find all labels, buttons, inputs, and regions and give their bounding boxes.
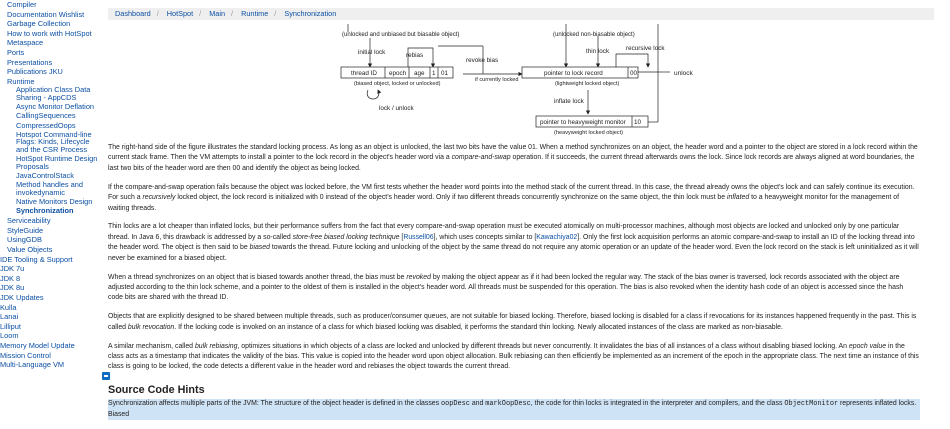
field-bits-01: 01	[441, 70, 449, 77]
breadcrumb-runtime[interactable]: Runtime	[241, 9, 269, 18]
sidebar-item-usinggdb[interactable]: UsingGDB	[7, 235, 42, 245]
heading-anchor-icon[interactable]	[102, 372, 110, 380]
field-bits-10: 10	[634, 119, 642, 126]
link-russell06[interactable]: Russell06	[403, 233, 434, 241]
sidebar-item-mission-control[interactable]: Mission Control	[0, 350, 51, 360]
diagram-caption-unlocked-nonbiasable: (unlocked non-biasable object)	[553, 32, 635, 38]
sidebar-item-hotspot-command-line-flags-kinds-lifecycle-and-the-csr-process[interactable]: Hotspot Command-line Flags: Kinds, Lifecycle and the CSR Process	[16, 129, 92, 154]
breadcrumb-dashboard[interactable]: Dashboard	[115, 9, 151, 18]
field-bit-1: 1	[432, 70, 436, 77]
sidebar-item-styleguide[interactable]: StyleGuide	[7, 225, 44, 235]
breadcrumb-hotspot[interactable]: HotSpot	[166, 9, 194, 18]
sidebar-item-memory-model-update[interactable]: Memory Model Update	[0, 340, 75, 350]
locking-state-diagram	[108, 24, 934, 142]
field-thread-id: thread ID	[351, 70, 377, 77]
breadcrumb-separator: /	[274, 9, 277, 18]
sidebar-item-compiler[interactable]: Compiler	[7, 0, 37, 9]
sidebar-item-javacontrolstack[interactable]: JavaControlStack	[16, 170, 74, 180]
sidebar-item-multi-language-vm[interactable]: Multi-Language VM	[0, 360, 65, 370]
paragraph-source-hints: Synchronization affects multiple parts of the JVM: The structure of the object header is defined in the classes oopDesc and markOopDesc, the code for thin locks is integrated in the interpreter and compilers, and the class ObjectMonitor represents inflated locks. Biased	[108, 399, 920, 420]
sidebar-item-method-handles-and-invokedynamic[interactable]: Method handles and invokedynamic	[16, 180, 83, 197]
sidebar-item-application-class-data-sharing-appcds[interactable]: Application Class Data Sharing - AppCDS	[16, 85, 91, 102]
recursive-lock-arrow	[616, 54, 648, 67]
sidebar-item-value-objects[interactable]: Value Objects	[7, 244, 53, 254]
diagram-label-unlock: unlock	[674, 70, 693, 77]
sidebar-navigation	[0, 0, 98, 400]
sidebar-item-publications-jku[interactable]: Publications JKU	[7, 67, 63, 77]
sidebar-item-kulla[interactable]: Kulla	[0, 302, 17, 312]
sidebar-item-ports[interactable]: Ports	[7, 47, 25, 57]
sidebar-item-lanai[interactable]: Lanai	[0, 312, 19, 322]
sidebar-item-runtime[interactable]: Runtime	[7, 76, 35, 86]
breadcrumb-separator: /	[199, 9, 202, 18]
field-epoch: epoch	[389, 70, 407, 77]
sidebar-item-native-monitors-design[interactable]: Native Monitors Design	[16, 196, 93, 206]
sidebar-item-jdk-7u[interactable]: JDK 7u	[0, 264, 25, 274]
sidebar-item-hotspot-runtime-design-proposals[interactable]: HotSpot Runtime Design Proposals	[16, 154, 98, 171]
sidebar-item-jdk-updates[interactable]: JDK Updates	[0, 292, 44, 302]
paragraph-bulk-rebiasing: A similar mechanism, called bulk rebiasing, optimizes situations in which objects of a class are locked and unlocked by different threads but never concurrently. It invalidates the bias of all instances of a class without disabling biased locking. An epoch value in the class acts as a timestamp that indicates the validity of the bias. This value is copied into the header word upon object allocation. Bulk rebiasing can then efficiently be implemented as an increment of the epoch in the appropriate class. The next time an instance of this class is going to be locked, the code detects a different value in the header word and rebiases the object towards the current thread.	[108, 342, 919, 371]
sidebar-item-async-monitor-deflation[interactable]: Async Monitor Deflation	[16, 102, 95, 112]
diagram-label-recursive-lock: recursive lock	[626, 45, 665, 52]
diagram-label-thin-lock: thin lock	[586, 48, 610, 55]
paragraph-bias-revocation: When a thread synchronizes on an object that is biased towards another thread, the bias must be revoked by making the object appear as if it had been locked the regular way. The stack of the bias owner is traversed, lock records associated with the object are adjusted according to the thin lock scheme, and a pointer to the oldest of them is installed in the object's header word. All threads must be suspended for this operation. The bias is also revoked when the identity hash code of an object is accessed since the hash code bits are shared with the thread ID.	[108, 273, 904, 302]
field-pointer-lock-record: pointer to lock record	[544, 70, 603, 77]
sidebar-item-documentation-wishlist[interactable]: Documentation Wishlist	[7, 9, 85, 19]
diagram-label-rebias: rebias	[406, 52, 424, 59]
lock-unlock-arrow	[367, 90, 379, 99]
paragraph-biased-locking: Thin locks are a lot cheaper than inflated locks, but their performance suffers from the fact that every compare-and-swap operation must be executed atomically on multi-processor machines, although most objects are locked and unlocked only by one particular thread. In Java 6, this drawback is addressed by a so-called store-free biased locking technique [Russell06], which uses concepts similar to [Kawachiya02]. Only the first lock acquisition performs an atomic compare-and-swap to install an ID of the locking thread into the header word. The object is then said to be biased towards the thread. Future locking and unlocking of the object by the same thread do not require any atomic operation or an update of the header word. Even the lock record on the stack is left uninitialized as it will never be examined for a biased object.	[108, 223, 919, 262]
sidebar-item-serviceability[interactable]: Serviceability	[7, 216, 51, 226]
section-heading-source-code-hints: Source Code Hints	[108, 385, 920, 395]
paragraph-recursive-lock: If the compare-and-swap operation fails because the object was locked before, the VM first tests whether the header word points into the method stack of the current thread. In this case, the thread already owns the object's lock and can safely continue its execution. For such a recursively locked object, the lock record is initialized with 0 instead of the object's header word. Only if two different threads concurrently synchronize on the same object, the thin lock must be inflated to a heavyweight monitor for the management of waiting threads.	[108, 183, 915, 212]
sidebar-item-garbage-collection[interactable]: Garbage Collection	[7, 19, 71, 29]
breadcrumb-separator: /	[156, 9, 159, 18]
sidebar-item-ide-tooling-support[interactable]: IDE Tooling & Support	[0, 254, 73, 264]
breadcrumb-separator: /	[231, 9, 234, 18]
paragraph-bulk-revocation: Objects that are explicitly designed to be shared between multiple threads, such as producer/consumer queues, are not suitable for biased locking. Therefore, biased locking is disabled for a class if revocations for its instances happened frequently in the past. This is called bulk revocation. If the locking code is invoked on an instance of a class for which biased locking was disabled, it performs the standard thin locking. Newly allocated instances of the class are marked as non-biasable.	[108, 313, 917, 331]
sidebar-item-synchronization[interactable]: Synchronization	[16, 206, 74, 215]
diagram-caption-heavyweight: (heavyweight locked object)	[554, 130, 624, 136]
diagram-label-inflate-lock: inflate lock	[554, 98, 584, 105]
breadcrumb-main[interactable]: Main	[209, 9, 226, 18]
diagram-label-revoke-bias: revoke bias	[466, 57, 499, 64]
breadcrumb	[108, 8, 934, 20]
breadcrumb-synchronization[interactable]: Synchronization	[284, 9, 337, 18]
sidebar-item-callingsequences[interactable]: CallingSequences	[16, 111, 76, 121]
link-kawachiya02[interactable]: Kawachiya02	[536, 233, 578, 241]
sidebar-item-loom[interactable]: Loom	[0, 331, 19, 341]
field-pointer-monitor: pointer to heavyweight monitor	[540, 119, 626, 126]
sidebar-item-lilliput[interactable]: Lilliput	[0, 321, 21, 331]
sidebar-item-metaspace[interactable]: Metaspace	[7, 38, 44, 48]
sidebar-item-presentations[interactable]: Presentations	[7, 57, 53, 67]
sidebar-item-jdk-8[interactable]: JDK 8	[0, 273, 21, 283]
sidebar-item-jdk-8u[interactable]: JDK 8u	[0, 283, 25, 293]
diagram-label-if-currently-locked: if currently locked	[475, 77, 519, 83]
field-age: age	[414, 70, 425, 77]
diagram-caption-biased: (biased object, locked or unlocked)	[354, 81, 441, 87]
sidebar-item-compressedoops[interactable]: CompressedOops	[16, 120, 76, 130]
diagram-caption-lightweight: (lightweight locked object)	[555, 81, 620, 87]
field-bits-00: 00	[630, 70, 638, 77]
diagram-caption-unlocked-biasable: (unlocked and unbiased but biasable object)	[342, 32, 460, 38]
sidebar-item-how-to-work-with-hotspot[interactable]: How to work with HotSpot	[7, 28, 92, 38]
article-content	[108, 143, 920, 429]
paragraph-standard-locking: The right-hand side of the figure illustrates the standard locking process. As long as an object is unlocked, the last two bits have the value 01. When a method synchronizes on an object, the header word and a pointer to the object are stored in a lock record within the current stack frame. Then the VM attempts to install a pointer to the lock record in the object's header word via a compare-and-swap operation. If it succeeds, the current thread afterwards owns the lock. Since lock records are always aligned at word boundaries, the last two bits of the header word are then 00 and identify the object as being locked.	[108, 144, 918, 172]
diagram-label-initial-lock: initial lock	[358, 49, 386, 56]
diagram-label-lock-unlock: lock / unlock	[379, 105, 414, 112]
